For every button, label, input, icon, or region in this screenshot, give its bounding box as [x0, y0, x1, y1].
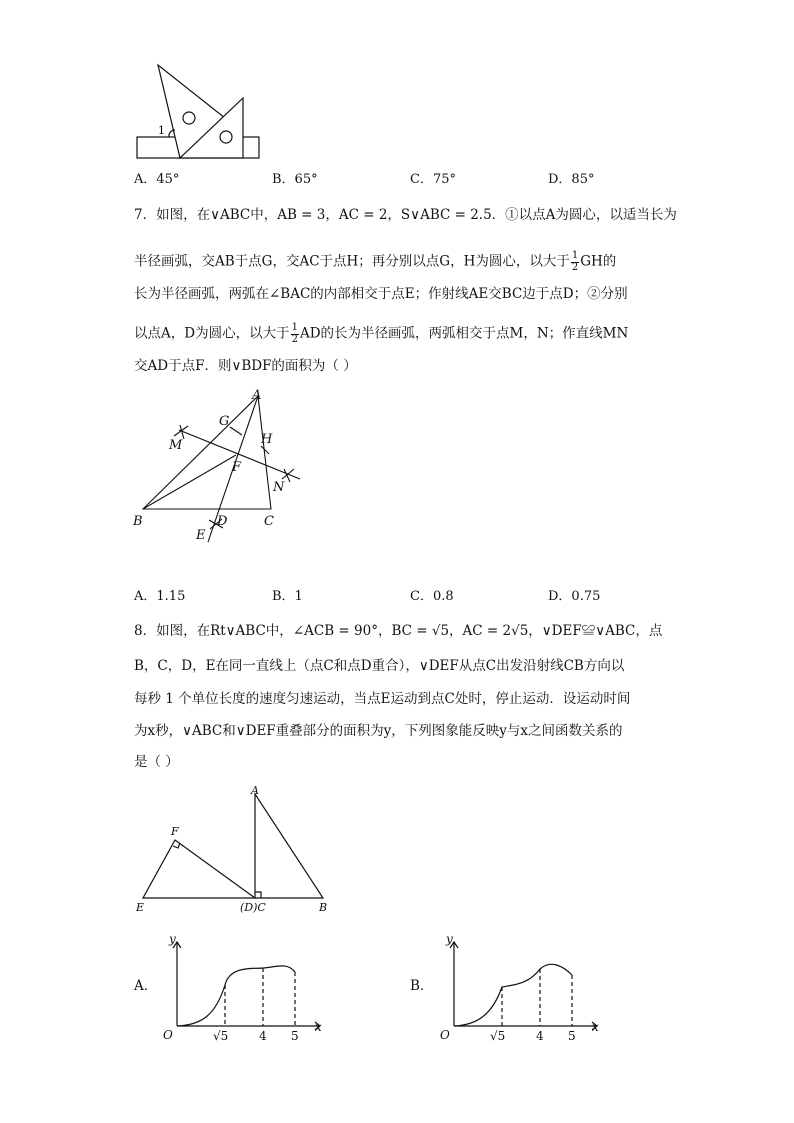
right-angle-c: [255, 892, 261, 898]
triangle-abc: [255, 794, 323, 898]
q8-line-4: 为x秒，∨ABC和∨DEF重叠部分的面积为y，下列图象能反映y与x之间函数关系的: [134, 723, 623, 739]
curve-b: [454, 964, 572, 1026]
q7-label-b: B: [133, 514, 143, 529]
graph-b-x-label: x: [592, 1020, 599, 1034]
curve-a: [177, 966, 295, 1026]
q7-line-3: 长为半径画弧，两弧在∠BAC的内部相交于点E；作射线AE交BC边于点D；②分别: [134, 286, 628, 302]
triangle-def: [143, 840, 255, 898]
q8-option-a-label[interactable]: A．: [134, 978, 158, 994]
graph-b-y-label: y: [446, 932, 453, 946]
q8-option-b-label[interactable]: B．: [410, 978, 434, 994]
q7-option-a[interactable]: A．1.15: [134, 589, 186, 604]
q7-line-2a: 半径画弧，交AB于点G，交AC于点H；再分别以点G，H为圆心，以大于: [134, 253, 570, 270]
q6-option-a[interactable]: A．45°: [134, 172, 180, 187]
q7-frac2-den: 2: [291, 333, 298, 345]
graph-a-x-label: x: [315, 1020, 322, 1034]
q8-line-3: 每秒 1 个单位长度的速度匀速运动，当点E运动到点C处时，停止运动．设运动时间: [134, 691, 631, 707]
q8-label-a: A: [251, 784, 259, 797]
q8-label-e: E: [136, 901, 145, 914]
graph-a-y-label: y: [169, 932, 176, 946]
q7-label-f: F: [232, 460, 242, 475]
angle-1-label: 1: [158, 124, 165, 137]
q8-figure: [130, 782, 340, 917]
graph-a-origin: O: [163, 1028, 173, 1042]
q7-line-1: 7．如图，在∨ABC中，AB = 3，AC = 2，S∨ABC = 2.5．①以点A为圆心，以适当长为: [134, 207, 677, 223]
graph-b-tick-4: 4: [536, 1029, 544, 1043]
q8-graph-b[interactable]: [432, 927, 612, 1045]
q7-line-2: [134, 251, 616, 273]
q7-label-d: D: [217, 514, 228, 529]
q8-graph-a[interactable]: [155, 927, 335, 1045]
q7-label-n: N: [273, 480, 285, 495]
q7-fraction-1: [571, 251, 579, 273]
q7-label-m: M: [169, 438, 183, 453]
q8-line-1: 8．如图，在Rt∨ABC中，∠ACB = 90°，BC = √5，AC = 2√5，∨DEF≌∨ABC，点: [134, 623, 663, 639]
graph-a-tick-4: 4: [259, 1029, 267, 1043]
q7-line-5: 交AD于点F．则∨BDF的面积为（ ）: [134, 358, 357, 374]
graph-a-tick-sqrt5: √5: [213, 1029, 229, 1043]
q8-label-dc: (D)C: [240, 901, 266, 914]
right-angle-f: [173, 843, 180, 848]
q7-figure: [130, 382, 310, 547]
q6-option-c[interactable]: C．75°: [410, 172, 456, 187]
q7-line-4: [134, 323, 628, 345]
q8-line-2: B，C，D，E在同一直线上（点C和点D重合），∨DEF从点C出发沿射线CB方向以: [134, 658, 625, 674]
q7-option-b[interactable]: B．1: [272, 589, 303, 604]
mark-n-2: [284, 469, 290, 482]
mark-g: [230, 427, 242, 435]
q8-line-5: 是（ ）: [134, 754, 179, 770]
q7-line-4a: 以点A，D为圆心，以大于: [134, 325, 290, 342]
q7-line-4b: AD的长为半径画弧，两弧相交于点M，N；作直线MN: [299, 325, 629, 342]
q6-figure: [130, 60, 270, 165]
graph-b-tick-5: 5: [568, 1029, 576, 1043]
q7-frac1-num: 1: [571, 250, 579, 261]
q8-label-f: F: [171, 825, 179, 838]
q7-label-h: H: [261, 432, 273, 447]
q7-label-g: G: [219, 414, 230, 429]
q7-option-c[interactable]: C．0.8: [410, 589, 454, 604]
graph-b-origin: O: [440, 1028, 450, 1042]
graph-b-tick-sqrt5: √5: [490, 1029, 506, 1043]
q7-fraction-2: [291, 323, 299, 345]
q8-label-b: B: [319, 901, 328, 914]
q7-label-e: E: [196, 528, 206, 543]
q7-label-c: C: [264, 514, 274, 529]
q7-option-d[interactable]: D．0.75: [548, 589, 601, 604]
graph-a-tick-5: 5: [291, 1029, 299, 1043]
q7-line-2b: GH的: [580, 253, 617, 270]
q7-label-a: A: [252, 388, 262, 403]
q7-frac2-num: 1: [291, 322, 298, 333]
q7-frac1-den: 2: [571, 261, 579, 273]
q6-option-d[interactable]: D．85°: [548, 172, 595, 187]
q6-option-b[interactable]: B．65°: [272, 172, 318, 187]
